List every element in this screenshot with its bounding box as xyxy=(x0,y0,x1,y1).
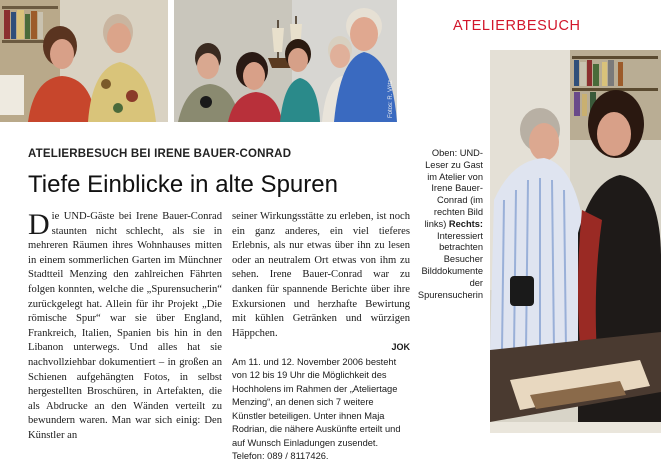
event-info: Am 11. und 12. November 2006 besteht von 12 bis 19 Uhr die Möglichkeit des Hochholens im Rahmen der „Ateliertage Menzing“, an denen sich 7 weitere Künstler beteiligen. Unter ihnen Maja Rodrian, die nähere Auskünfte erteilt und auf Wunsch Einladungen zusendet. Telefon: 089 / 8117426. xyxy=(232,356,401,462)
drop-cap: D xyxy=(28,208,50,241)
article-kicker: ATELIERBESUCH BEI IRENE BAUER-CONRAD xyxy=(28,148,292,160)
photo-credit: Fotos: R. Vötz xyxy=(388,79,394,118)
author-signature: JOK xyxy=(391,342,410,353)
caption-lead: Oben: UND-Leser zu Gast im Atelier von Irene Bauer-Conrad (im rechten Bild links) xyxy=(424,148,483,229)
photo-caption xyxy=(413,148,483,301)
caption-rest: Interessiert betrachten Besucher Bilddokumente der Spurensucherin xyxy=(417,230,483,300)
section-label: ATELIERBESUCH xyxy=(453,18,581,34)
article-body-2: seiner Wirkungsstätte zu erleben, ist noch ein ganz anderes, ein viel tieferes Erlebnis, als nur etwas über ihn zu lesen oder an neutralem Ort etwas von ihm zu sehen. Irene Bauer-Conrad war zu danken für spannende Berichte über ihre Exkursionen und herzhafte Bewirtung mit kühlen Getränken und würzigen Häppchen. xyxy=(232,211,410,339)
article-body-1: ie UND-Gäste bei Irene Bauer-Conrad staunten nicht schlecht, als sie in mehreren Räumen ihres Wohnhauses mitten in einem sommerlichen Garten im Münchner Stadtteil Menzing den zahlreichen Fährten folgen konnten, welche die „Spurensucherin“ zurückgelegt hat. Allein für ihr Projekt „Die römische Spur“ war sie über England, Frankreich, Italien, Spanien bis hin in den Libanon unterwegs. Und alles hat sie nachvollziehbar dokumentiert – in großen an Schienen aufgehängten Fotos, in selbst hergestellten Broschüren, in Artefakten, die als Abdrucke an den Wänden verteilt zu bewundern waren. Man war sich einig: Den Künstler an xyxy=(28,211,222,441)
group-photo xyxy=(0,0,397,122)
article-column-2 xyxy=(232,210,410,464)
visitors-photo xyxy=(490,50,661,433)
article-headline: Tiefe Einblicke in alte Spuren xyxy=(28,171,338,198)
article-column-1 xyxy=(28,210,222,444)
caption-lead-bold: Rechts: xyxy=(448,218,483,229)
